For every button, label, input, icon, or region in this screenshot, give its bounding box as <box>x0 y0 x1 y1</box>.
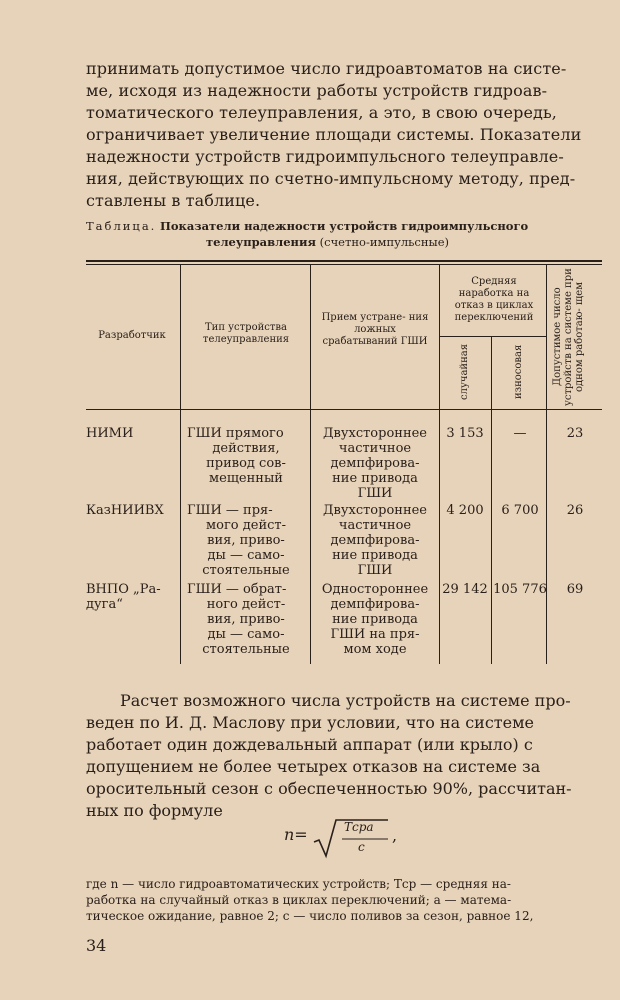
cell-line: привод сов- <box>206 456 286 471</box>
header-device-type: Тип устройства телеуправления <box>202 322 290 345</box>
cell-line: действия, <box>212 441 280 456</box>
footnote <box>86 876 602 924</box>
text-line: ставлены в таблице. <box>86 191 261 210</box>
col-divider <box>546 264 547 664</box>
text-line: ния, действующих по счетно-импульсному методу, пред- <box>86 169 576 188</box>
cell-device-type <box>187 582 305 657</box>
cell-line: ГШИ — обрат- <box>187 582 287 597</box>
cell-line: Одностороннее <box>321 582 429 597</box>
cell-line: демпфирова- <box>330 533 420 548</box>
footnote-line: работка на случайный отказ в циклах переключений; a — матема- <box>86 893 512 907</box>
cell-allowed: 26 <box>566 503 584 518</box>
header-random: случайная <box>459 344 470 401</box>
cell-wear: — <box>513 426 527 441</box>
text-line: работает один дождевальный аппарат (или крыло) с <box>86 735 533 754</box>
cell-line: мещенный <box>209 471 283 486</box>
formula-comma: , <box>392 826 398 845</box>
cell-line: ние привода <box>332 612 418 627</box>
cell-wear: 105 776 <box>493 582 547 597</box>
cell-line: ГШИ прямого <box>187 426 284 441</box>
cell-line: демпфирова- <box>330 456 420 471</box>
cell-line: Двухстороннее <box>322 503 428 518</box>
cell-allowed: 23 <box>566 426 584 441</box>
cell-line: частичное <box>338 518 412 533</box>
formula-numerator: Tсрa <box>344 820 374 834</box>
formula-lhs: n= <box>284 825 308 844</box>
cell-developer: НИМИ <box>86 426 134 441</box>
col-divider <box>439 264 440 664</box>
cell-line: ного дейст- <box>206 597 286 612</box>
page-number: 34 <box>86 936 107 955</box>
text-line: принимать допустимое число гидроавтоматов на систе- <box>86 59 567 78</box>
cell-random: 4 200 <box>446 503 484 518</box>
header-mtbf: Средняя наработка на отказ в циклах переключений <box>454 276 534 323</box>
cell-line: ГШИ <box>357 563 393 578</box>
text-line: надежности устройств гидроимпульсного телеуправле- <box>86 147 564 166</box>
cell-allowed: 69 <box>566 582 584 597</box>
cell-device-type <box>187 503 305 578</box>
cell-wear: 6 700 <box>501 503 539 518</box>
cell-line: вия, приво- <box>207 533 285 548</box>
cell-line: Двухстороннее <box>322 426 428 441</box>
cell-developer: ВНПО „Ра-дуга“ <box>86 582 161 612</box>
header-allowed: Допустимое число устройств на системе при одном работаю- щем <box>552 268 585 406</box>
cell-line: ГШИ — пря- <box>187 503 273 518</box>
cell-line: вия, приво- <box>207 612 285 627</box>
col-divider <box>310 264 311 664</box>
table-caption <box>86 218 606 250</box>
mtbf-subheader-rule <box>440 336 546 337</box>
caption-subtitle: (счетно-импульсные) <box>319 235 449 249</box>
caption-title-cont: телеуправления <box>206 235 316 249</box>
table-top-rule <box>86 260 602 262</box>
text-line: оросительный сезон с обеспеченностью 90%, рассчитан- <box>86 779 572 798</box>
body-paragraph <box>86 58 602 212</box>
cell-line: демпфирова- <box>330 597 420 612</box>
caption-lead: Таблица. <box>86 219 157 233</box>
cell-random: 3 153 <box>446 426 484 441</box>
cell-random: 29 142 <box>442 582 488 597</box>
calculation-paragraph <box>86 690 602 822</box>
cell-method <box>312 426 438 501</box>
text-line: допущением не более четырех отказов на системе за <box>86 757 541 776</box>
cell-line: стоятельные <box>202 642 290 657</box>
cell-method <box>312 582 438 657</box>
col-divider <box>180 264 181 664</box>
table-top-rule-thin <box>86 264 602 265</box>
header-wear: износовая <box>513 344 524 400</box>
cell-line: мом ходе <box>343 642 407 657</box>
footnote-line: тическое ожидание, равное 2; c — число поливов за сезон, равное 12, <box>86 909 534 923</box>
cell-line: ды — само- <box>207 627 285 642</box>
text-line: ме, исходя из надежности работы устройств гидроав- <box>86 81 548 100</box>
cell-line: мого дейст- <box>206 518 286 533</box>
text-line: томатического телеуправления, а это, в свою очередь, <box>86 103 557 122</box>
cell-line: частичное <box>338 441 412 456</box>
cell-line: ние привода <box>332 548 418 563</box>
caption-title: Показатели надежности устройств гидроимпульсного <box>159 219 529 233</box>
cell-line: ды — само- <box>207 548 285 563</box>
col-divider <box>491 336 492 664</box>
cell-developer: КазНИИВХ <box>86 503 164 518</box>
cell-line: ГШИ <box>357 486 393 501</box>
header-developer: Разработчик <box>98 330 166 341</box>
cell-device-type <box>187 426 305 486</box>
cell-line: ние привода <box>332 471 418 486</box>
cell-line: стоятельные <box>202 563 290 578</box>
header-false-method: Прием устране- ния ложных срабатываний ГШИ <box>321 312 429 347</box>
footnote-line: где n — число гидроавтоматических устройств; Tср — средняя на- <box>86 877 511 891</box>
text-line: ограничивает увеличение площади системы. Показатели <box>86 125 582 144</box>
formula-denominator: c <box>358 840 365 854</box>
text-line: Расчет возможного числа устройств на системе про- <box>120 691 571 710</box>
table-header-rule <box>86 409 602 410</box>
text-line: ных по формуле <box>86 801 223 820</box>
cell-method <box>312 503 438 578</box>
cell-line: ГШИ на пря- <box>330 627 420 642</box>
formula <box>284 818 424 862</box>
text-line: веден по И. Д. Маслову при условии, что на системе <box>86 713 535 732</box>
